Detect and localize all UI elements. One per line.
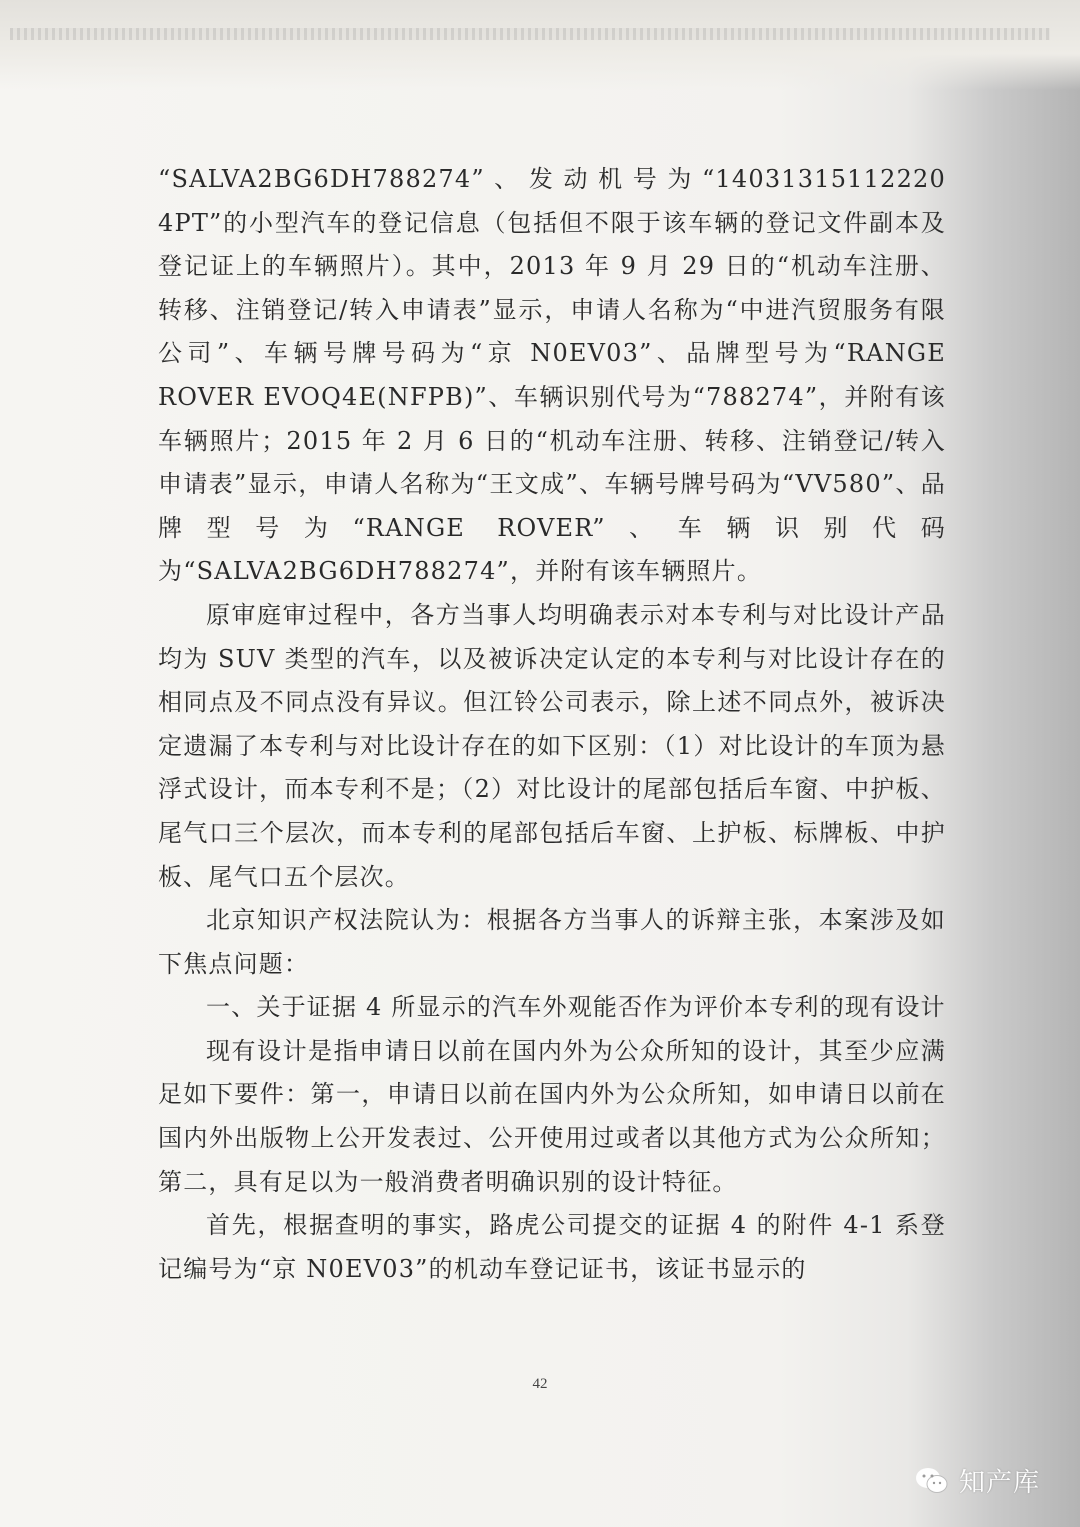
paragraph-vehicle-registration: “SALVA2BG6DH788274”、发动机号为“14031315112220 4PT”的小型汽车的登记信息（包括但不限于该车辆的登记文件副本及登记证上的车辆照片）。其中，2013 年 9 月 29 日的“机动车注册、转移、注销登记/转入申请表”显示，申请人名称为“中进汽贸服务有限公司”、车辆号牌号码为“京 N0EV03”、品牌型号为“RANGE ROVER EVOQ4E(NFPB)”、车辆识别代号为“788274”，并附有该车辆照片；2015 年 2 月 6 日的“机动车注册、转移、注销登记/转入申请表”显示，申请人名称为“王文成”、车辆号牌号码为“VV580”、品牌型号为“RANGE ROVER”、车辆识别代码为“SALVA2BG6DH788274”，并附有该车辆照片。 [158, 165, 946, 586]
scan-top-shadow [0, 0, 1080, 90]
watermark [915, 1462, 1040, 1499]
page-number: 42 [532, 1376, 548, 1392]
paragraph-prior-design-definition: 现有设计是指申请日以前在国内外为公众所知的设计，其至少应满足如下要件：第一，申请日以前在国内外为公众所知，如申请日以前在国内外出版物上公开发表过、公开使用过或者以其他方式为公众所知；第二，具有足以为一般消费者明确识别的设计特征。 [158, 1036, 946, 1196]
watermark-text: 知产库 [958, 1468, 1040, 1498]
paragraph-evidence-analysis: 首先，根据查明的事实，路虎公司提交的证据 4 的附件 4-1 系登记编号为“京 N0EV03”的机动车登记证书，该证书显示的 [158, 1211, 946, 1283]
paragraph-trial-statements: 原审庭审过程中，各方当事人均明确表示对本专利与对比设计产品均为 SUV 类型的汽车，以及被诉决定认定的本专利与对比设计存在的相同点及不同点没有异议。但江铃公司表示，除上述不同点外，被诉决定遗漏了本专利与对比设计存在的如下区别：（1）对比设计的车顶为悬浮式设计，而本专利不是；（2）对比设计的尾部包括后车窗、中护板、尾气口三个层次，而本专利的尾部包括后车窗、上护板、标牌板、中护板、尾气口五个层次。 [158, 600, 946, 891]
document-body [158, 158, 946, 1291]
wechat-icon [915, 1466, 949, 1496]
scan-edge-noise [10, 28, 1050, 40]
paragraph-court-opinion: 北京知识产权法院认为：根据各方当事人的诉辩主张，本案涉及如下焦点问题： [158, 906, 946, 978]
section-heading-prior-design: 一、关于证据 4 所显示的汽车外观能否作为评价本专利的现有设计 [206, 993, 946, 1022]
